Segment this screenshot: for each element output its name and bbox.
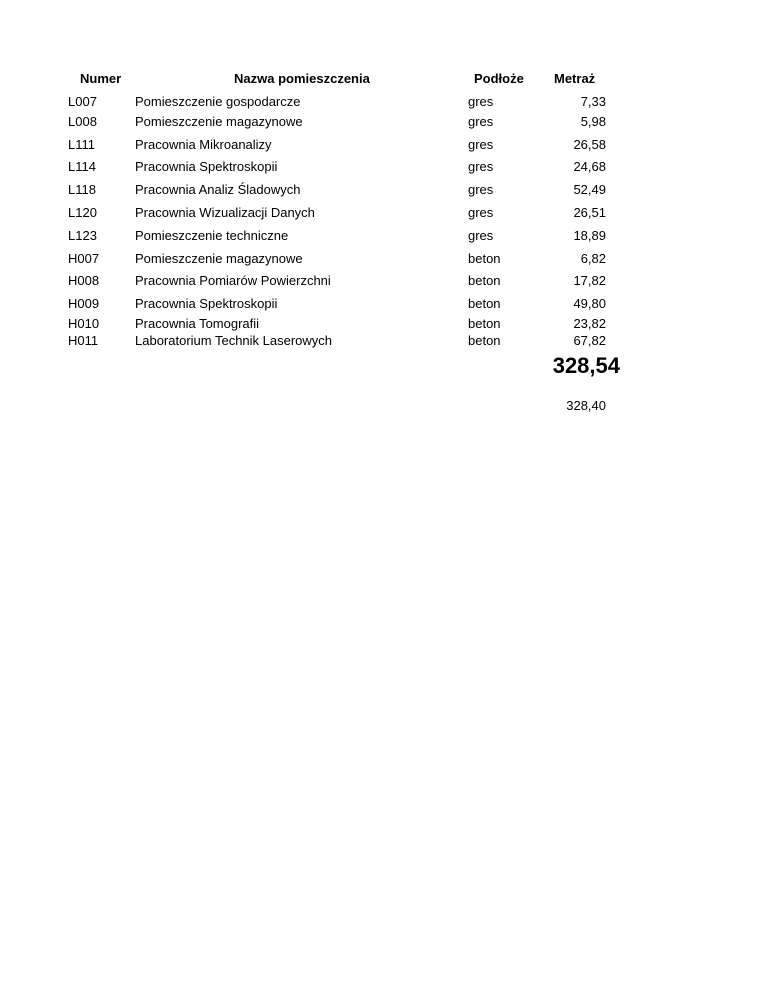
row-8-floor: beton [468, 251, 501, 266]
row-10-name: Pracownia Spektroskopii [135, 296, 278, 311]
row-11-area: 23,82 [573, 316, 606, 331]
row-1-number: L007 [68, 94, 97, 109]
row-3-floor: gres [468, 137, 494, 152]
row-4-floor: gres [468, 159, 494, 174]
row-4-name: Pracownia Spektroskopii [135, 159, 278, 174]
row-10-floor: beton [468, 296, 501, 311]
row-8-number: H007 [68, 251, 100, 266]
row-5-number: L118 [68, 182, 96, 197]
header-number: Numer [80, 71, 122, 86]
row-9-number: H008 [68, 273, 100, 288]
row-1-name: Pomieszczenie gospodarcze [135, 94, 301, 109]
row-12-floor: beton [468, 333, 501, 348]
row-5-floor: gres [468, 182, 494, 197]
row-12-name: Laboratorium Technik Laserowych [135, 333, 333, 348]
row-2-area: 5,98 [580, 114, 606, 129]
header-floor: Podłoże [474, 71, 524, 86]
row-1-area: 7,33 [580, 94, 606, 109]
row-7-number: L123 [68, 228, 97, 243]
row-8-name: Pomieszczenie magazynowe [135, 251, 303, 266]
row-5-area: 52,49 [573, 182, 606, 197]
row-6-number: L120 [68, 205, 97, 220]
row-3-area: 26,58 [573, 137, 606, 152]
row-3-name: Pracownia Mikroanalizy [135, 137, 272, 152]
row-2-number: L008 [68, 114, 97, 129]
row-4-number: L114 [68, 159, 96, 174]
row-7-floor: gres [468, 228, 494, 243]
row-3-number: L111 [68, 137, 95, 152]
row-7-name: Pomieszczenie techniczne [135, 228, 289, 243]
header-area: Metraż [554, 71, 596, 86]
row-7-area: 18,89 [573, 228, 606, 243]
row-9-floor: beton [468, 273, 501, 288]
header-room-name: Nazwa pomieszczenia [234, 71, 370, 86]
row-9-name: Pracownia Pomiarów Powierzchni [135, 273, 331, 288]
row-9-area: 17,82 [573, 273, 606, 288]
row-4-area: 24,68 [573, 159, 606, 174]
row-11-name: Pracownia Tomografii [135, 316, 260, 331]
row-8-area: 6,82 [580, 251, 606, 266]
row-2-floor: gres [468, 114, 494, 129]
row-5-name: Pracownia Analiz Śladowych [135, 182, 301, 197]
row-11-floor: beton [468, 316, 501, 331]
row-2-name: Pomieszczenie magazynowe [135, 114, 303, 129]
row-10-number: H009 [68, 296, 100, 311]
area-total-secondary: 328,40 [566, 398, 606, 413]
row-10-area: 49,80 [573, 296, 606, 311]
row-11-number: H010 [68, 316, 100, 331]
row-6-area: 26,51 [573, 205, 606, 220]
row-6-floor: gres [468, 205, 494, 220]
row-12-area: 67,82 [573, 333, 606, 348]
row-1-floor: gres [468, 94, 494, 109]
row-12-number: H011 [68, 333, 99, 348]
row-6-name: Pracownia Wizualizacji Danych [135, 205, 315, 220]
area-total-sum: 328,54 [552, 353, 620, 378]
